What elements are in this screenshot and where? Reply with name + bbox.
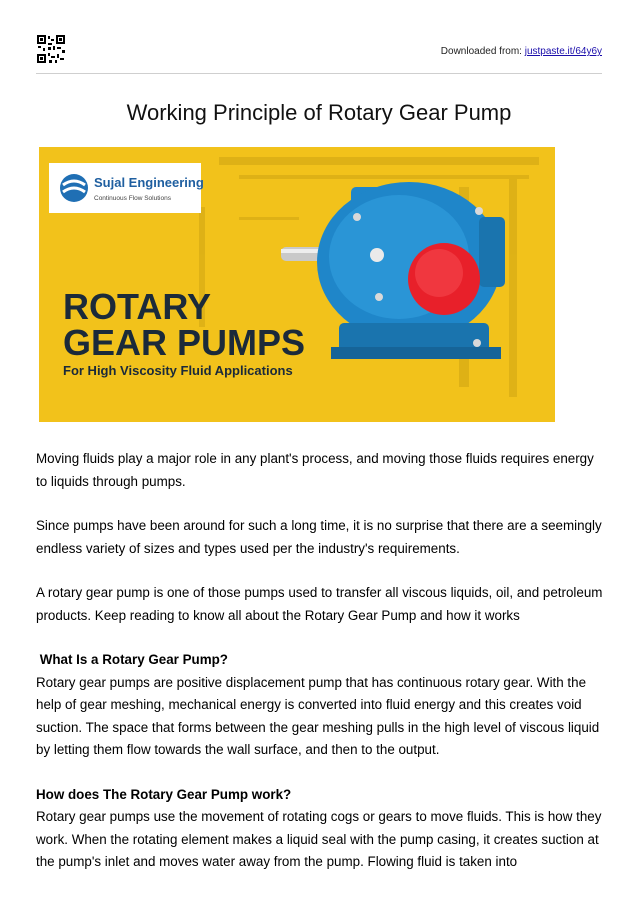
download-label: Downloaded from: [440, 46, 522, 57]
section-what-is [36, 649, 608, 762]
company-tagline: Continuous Flow Solutions [94, 195, 171, 202]
banner-headline-2: GEAR PUMPS [63, 322, 306, 363]
intro-paragraph-3: A rotary gear pump is one of those pumps used to transfer all viscous liquids, oil, and petroleum products. Keep reading to know all about the Rotary Gear Pump and how it works [36, 585, 603, 623]
header-divider [36, 73, 602, 74]
company-name: Sujal Engineering [94, 175, 204, 190]
section-how-it-works [36, 784, 608, 874]
section-body: Rotary gear pumps use the movement of rotating cogs or gears to move fluids. This is how they work. When the rotating element makes a liquid seal with the pump casing, it creates suction at the pump's inlet and moves water away from the pump. Flowing fluid is taken into [36, 809, 602, 869]
download-source [441, 46, 602, 57]
article-body [36, 448, 608, 896]
section-body: Rotary gear pumps are positive displacement pump that has continuous rotary gear. With the help of gear meshing, mechanical energy is converted into fluid energy and this creates void suction. The space that forms between the gear meshing pulls in the high level of viscous liquid by letting them flow towards the wall surface, and then to the output. [36, 674, 600, 757]
banner-image [39, 147, 555, 422]
company-logo [49, 163, 204, 213]
section-heading: How does The Rotary Gear Pump work? [36, 786, 292, 802]
intro-paragraph-1: Moving fluids play a major role in any plant's process, and moving those fluids requires energy to liquids through pumps. [36, 451, 594, 489]
banner-subheadline: For High Viscosity Fluid Applications [63, 363, 293, 378]
page-header [36, 34, 602, 74]
banner-headline-1: ROTARY [63, 286, 211, 327]
qr-code-icon [36, 34, 66, 64]
intro-paragraph-2: Since pumps have been around for such a long time, it is no surprise that there are a seemingly endless variety of sizes and types used per the industry's requirements. [36, 518, 602, 556]
section-heading: What Is a Rotary Gear Pump? [36, 652, 228, 667]
download-link[interactable]: justpaste.it/64y6y [524, 46, 602, 57]
page-title: Working Principle of Rotary Gear Pump [126, 100, 512, 125]
